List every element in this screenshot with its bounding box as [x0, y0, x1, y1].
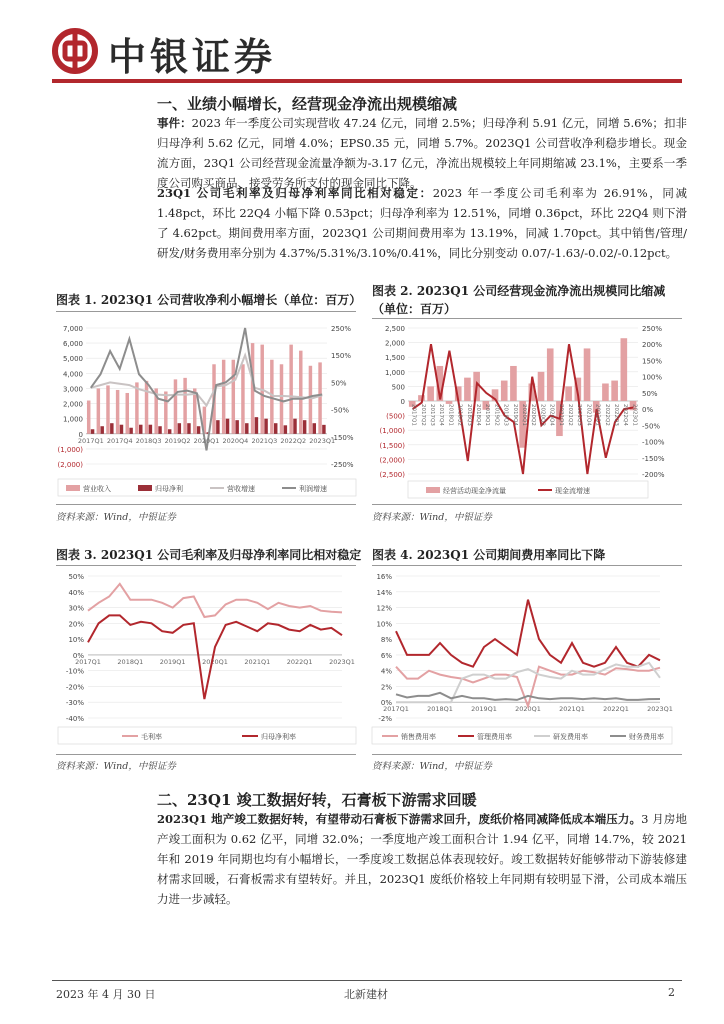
y-tick-label-left: (2,000)	[57, 461, 83, 469]
bar-营业收入	[106, 385, 109, 433]
bar-归母净利	[235, 420, 238, 434]
bar-归母净利	[255, 417, 258, 434]
x-tick-label: 2017Q1	[410, 404, 417, 426]
fig2-chart	[368, 322, 684, 500]
y-tick-label-left: 0	[78, 430, 83, 439]
x-tick-label: 2021Q2	[567, 404, 573, 426]
bar-归母净利	[274, 423, 277, 434]
bar-归母净利	[197, 426, 200, 434]
x-tick-label: 2019Q1	[484, 404, 491, 426]
y-tick-label-right: 150%	[642, 357, 663, 366]
x-tick-label: 2018Q1	[427, 705, 453, 714]
bar-归母净利	[158, 426, 161, 434]
x-tick-label: 2018Q1	[447, 404, 454, 426]
legend-label: 财务费用率	[629, 733, 664, 741]
y-tick-label: 50%	[68, 573, 84, 581]
s2-lead: 2023Q1 地产竣工数据好转，有望带动石膏板下游需求回升，废纸价格同减降低成本端压力。	[157, 812, 642, 826]
bar-归母净利	[264, 419, 267, 434]
y-tick-label-right: 0%	[642, 406, 654, 415]
x-tick-label: 2022Q4	[622, 404, 629, 426]
y-tick-label-left: 5,000	[62, 355, 83, 364]
bar-营业收入	[126, 393, 129, 434]
x-tick-label: 2021Q1	[559, 705, 585, 714]
bar-经营活动现金净流量	[621, 338, 628, 401]
legend-swatch	[426, 487, 440, 493]
y-tick-label-right: -50%	[331, 406, 350, 415]
x-tick-label: 2018Q3	[135, 436, 162, 445]
p1-lead: 事件：	[157, 116, 192, 130]
y-tick-label-right: 250%	[331, 325, 352, 333]
y-tick-label-left: 3,000	[62, 385, 83, 394]
x-tick-label: 2017Q1	[77, 436, 104, 445]
footer-rule	[52, 980, 682, 981]
bar-经营活动现金净流量	[427, 386, 434, 401]
bar-营业收入	[299, 351, 302, 434]
x-tick-label: 2021Q1	[557, 404, 564, 426]
fig3-chart	[52, 568, 362, 750]
y-tick-label-left: 6,000	[62, 340, 83, 349]
legend-label: 归母净利	[155, 485, 183, 493]
y-tick-label: 4%	[380, 667, 392, 676]
section1-title: 一、业绩小幅增长，经营现金净流出规模缩减	[157, 95, 458, 113]
x-tick-label: 2020Q4	[548, 404, 555, 426]
x-tick-label: 2019Q1	[471, 705, 497, 714]
y-tick-label: 20%	[68, 620, 84, 629]
fig4-source: 资料来源：Wind，中银证券	[372, 761, 492, 772]
legend-label: 现金流增速	[555, 487, 590, 495]
y-tick-label: 12%	[376, 604, 392, 613]
y-tick-label-left: 1,500	[384, 354, 405, 363]
legend-label: 管理费用率	[477, 733, 512, 741]
y-tick-label: 30%	[68, 604, 84, 613]
fig2-title: 图表 2. 2023Q1 公司经营现金流净流出规模同比缩减	[372, 284, 666, 298]
fig1-chart	[52, 318, 362, 500]
footer-date: 2023 年 4 月 30 日	[56, 988, 156, 1001]
x-tick-label: 2023Q1	[309, 436, 336, 445]
bar-营业收入	[135, 382, 138, 433]
fig4-chart	[368, 568, 684, 750]
bar-营业收入	[87, 401, 90, 434]
line-毛利率	[88, 584, 342, 617]
x-tick-label: 2018Q1	[117, 657, 144, 666]
bar-营业收入	[309, 366, 312, 434]
x-tick-label: 2018Q4	[475, 404, 481, 426]
bar-经营活动现金净流量	[464, 378, 471, 401]
x-tick-label: 2023Q1	[647, 705, 673, 714]
p2-body: 2023 年一季度公司毛利率为 26.91%，同减 1.48pct，环比 22Q4 小幅下降 0.53pct；归母净利率为 12.51%，同增 0.36pct，环比 22Q4 则下滑了 4.62pct。期间费用率方面，2023Q1 公司期间费用率为 13.19%，同减 1.70pct。其中销售/管理/研发/财务费用率分别为 4.37%/5.31%/3.10%/0.41%，同比分别变动 0.07/-1.63/-0.02/-0.12pct。	[157, 186, 687, 260]
bar-归母净利	[100, 426, 103, 434]
x-tick-label: 2022Q1	[603, 705, 629, 714]
x-tick-label: 2019Q4	[511, 404, 518, 426]
x-tick-label: 2020Q1	[193, 436, 220, 445]
y-tick-label-left: (1,000)	[57, 445, 83, 454]
bar-经营活动现金净流量	[547, 348, 554, 401]
y-tick-label-left: 0	[400, 398, 405, 406]
x-tick-label: 2023Q1	[329, 657, 355, 666]
x-tick-label: 2019Q3	[502, 404, 509, 426]
x-tick-label: 2017Q1	[75, 657, 101, 666]
fig3-rule	[56, 565, 356, 566]
bar-归母净利	[313, 423, 316, 434]
legend-label: 经营活动现金净流量	[443, 487, 506, 495]
y-tick-label: 40%	[68, 588, 84, 597]
bar-归母净利	[110, 423, 113, 434]
bar-经营活动现金净流量	[602, 383, 609, 401]
y-tick-label: 0%	[380, 699, 392, 708]
bar-归母净利	[216, 420, 219, 434]
bar-经营活动现金净流量	[584, 348, 591, 401]
y-tick-label-right: 250%	[642, 325, 663, 333]
y-tick-label: 8%	[380, 636, 392, 645]
bank-of-china-logo-icon	[52, 28, 98, 74]
bar-营业收入	[289, 345, 292, 434]
x-tick-label: 2019Q2	[493, 404, 500, 426]
y-tick-label: 14%	[376, 588, 392, 597]
x-tick-label: 2022Q2	[603, 404, 610, 426]
footer-company: 北新建材	[344, 988, 388, 1001]
y-tick-label: -2%	[378, 715, 392, 723]
y-tick-label-left: (1,500)	[379, 441, 405, 450]
fig1-source: 资料来源：Wind，中银证券	[56, 512, 176, 523]
x-tick-label: 2017Q3	[429, 404, 435, 426]
fig2-unit: （单位：百万）	[372, 302, 457, 316]
x-tick-label: 2021Q1	[244, 657, 271, 666]
y-tick-label: 16%	[376, 573, 392, 581]
x-tick-label: 2019Q1	[159, 657, 186, 666]
y-tick-label-left: 7,000	[62, 325, 83, 333]
bar-营业收入	[318, 362, 321, 433]
footer-page-number: 2	[668, 986, 675, 999]
fig2-rule	[372, 318, 682, 319]
bar-经营活动现金净流量	[611, 381, 618, 401]
legend-label: 毛利率	[141, 733, 162, 741]
x-tick-label: 2020Q3	[539, 404, 546, 426]
y-tick-label-left: 500	[391, 383, 405, 392]
y-tick-label-left: (500)	[386, 412, 405, 421]
bar-归母净利	[187, 423, 190, 434]
y-tick-label-left: (2,000)	[379, 456, 405, 465]
y-tick-label-right: 150%	[331, 352, 352, 361]
bar-营业收入	[183, 378, 186, 434]
y-tick-label: -30%	[65, 699, 84, 708]
x-tick-label: 2021Q3	[251, 436, 278, 445]
fig3-title: 图表 3. 2023Q1 公司毛利率及归母净利率同比相对稳定	[56, 548, 362, 562]
y-tick-label-right: 200%	[642, 341, 663, 350]
fig4-title: 图表 4. 2023Q1 公司期间费用率同比下降	[372, 548, 606, 562]
x-tick-label: 2017Q1	[383, 705, 409, 714]
y-tick-label-left: (1,000)	[379, 427, 405, 436]
bar-归母净利	[139, 425, 142, 434]
legend-label: 销售费用率	[401, 733, 436, 741]
bar-归母净利	[129, 428, 132, 434]
x-tick-label: 2023Q1	[631, 404, 638, 426]
section2-paragraph	[157, 809, 687, 909]
y-tick-label-left: 4,000	[62, 370, 83, 379]
bar-归母净利	[303, 420, 306, 434]
bar-归母净利	[322, 425, 325, 434]
y-tick-label: -20%	[65, 683, 84, 692]
p2-lead: 23Q1 公司毛利率及归母净利率同比相对稳定：	[157, 186, 433, 200]
legend-box	[58, 727, 356, 744]
bar-归母净利	[120, 425, 123, 434]
y-tick-label: 10%	[68, 636, 84, 645]
bar-营业收入	[241, 364, 244, 434]
x-tick-label: 2022Q1	[286, 657, 313, 666]
y-tick-label-left: 2,000	[384, 339, 405, 348]
y-tick-label-right: 100%	[642, 373, 663, 382]
x-tick-label: 2018Q2	[456, 404, 463, 426]
bar-营业收入	[116, 390, 119, 434]
bar-营业收入	[222, 360, 225, 434]
y-tick-label: 10%	[376, 620, 392, 629]
bar-归母净利	[91, 429, 94, 434]
line-营收增速	[91, 355, 322, 405]
legend-swatch	[66, 485, 80, 491]
x-tick-label: 2019Q2	[164, 436, 191, 445]
x-tick-label: 2017Q4	[106, 436, 133, 445]
bar-营业收入	[280, 364, 283, 434]
y-tick-label-left: 1,000	[384, 368, 405, 377]
fig1-title: 图表 1. 2023Q1 公司营收净利小幅增长（单位：百万）	[56, 293, 362, 307]
y-tick-label-right: -50%	[642, 422, 661, 431]
legend-label: 利润增速	[299, 485, 327, 493]
y-tick-label-right: -150%	[642, 454, 665, 463]
y-tick-label: 2%	[380, 683, 392, 692]
x-tick-label: 2022Q3	[613, 404, 619, 426]
bar-经营活动现金净流量	[565, 386, 572, 401]
x-tick-label: 2022Q2	[280, 436, 307, 445]
fig2-source: 资料来源：Wind，中银证券	[372, 512, 492, 523]
y-tick-label: 0%	[72, 651, 84, 660]
fig1-bottom-rule	[56, 504, 356, 505]
line-财务费用率	[396, 693, 660, 700]
legend-label: 营业收入	[83, 485, 111, 493]
bar-归母净利	[178, 423, 181, 434]
fig4-bottom-rule	[372, 754, 682, 755]
x-tick-label: 2020Q1	[521, 404, 527, 426]
line-管理费用率	[396, 600, 660, 667]
y-tick-label: -40%	[65, 715, 84, 723]
x-tick-label: 2021Q3	[576, 404, 583, 426]
y-tick-label-right: -200%	[642, 471, 665, 479]
s2-body: 3 月房地产竣工面积为 0.62 亿平，同增 32.0%；一季度地产竣工面积合计 1.94 亿平，同增 14.7%，较 2021 年和 2019 年同期也均有小幅增长，一季度竣工数据总体表现较好。竣工数据转好能够带动下游装修建材需求回暖，石膏板需求有望转好。并且，2023Q1 废纸价格较上年同期有较明显下滑，公司成本端压力进一步减轻。	[157, 812, 687, 906]
bar-归母净利	[149, 425, 152, 434]
bar-归母净利	[245, 423, 248, 434]
x-tick-label: 2020Q1	[515, 705, 541, 714]
fig3-source: 资料来源：Wind，中银证券	[56, 761, 176, 772]
x-tick-label: 2017Q4	[438, 404, 445, 426]
p1-body: 2023 年一季度公司实现营收 47.24 亿元，同增 2.5%；归母净利 5.91 亿元，同增 5.6%；扣非归母净利 5.62 亿元，同增 4.0%；EPS0.35 元，同增 5.7%。2023Q1 公司营收净利稳步增长。现金流方面，23Q1 公司经营现金流量净额为-3.17 亿元，净流出规模较上年同期缩减 23.1%，主要系一季度公司购买商品、接受劳务所支付的现金同比下降。	[157, 116, 688, 190]
fig3-bottom-rule	[56, 754, 356, 755]
bar-营业收入	[164, 391, 167, 433]
y-tick-label: -10%	[65, 667, 84, 676]
bar-营业收入	[145, 381, 148, 434]
x-tick-label: 2017Q2	[419, 404, 426, 426]
x-tick-label: 2018Q3	[465, 404, 472, 426]
y-tick-label-left: 1,000	[62, 415, 83, 424]
y-tick-label-right: -250%	[331, 461, 354, 469]
y-tick-label: 6%	[380, 651, 392, 660]
fig2-bottom-rule	[372, 504, 682, 505]
legend-label: 营收增速	[227, 485, 255, 493]
y-tick-label-right: -100%	[642, 438, 665, 447]
brand-name: 中银证券	[108, 35, 277, 79]
section1-paragraph-2	[157, 183, 687, 263]
bar-营业收入	[193, 388, 196, 433]
y-tick-label-right: 50%	[331, 379, 347, 388]
x-tick-label: 2020Q4	[222, 436, 249, 445]
fig4-rule	[372, 565, 682, 566]
line-利润增速	[91, 328, 322, 450]
x-tick-label: 2021Q4	[585, 404, 592, 426]
bar-营业收入	[232, 360, 235, 434]
x-tick-label: 2022Q1	[594, 404, 601, 426]
logo	[52, 28, 98, 74]
fig1-rule	[56, 311, 356, 312]
bar-经营活动现金净流量	[538, 372, 545, 401]
section1-paragraph-1	[157, 113, 687, 193]
bar-经营活动现金净流量	[501, 381, 508, 401]
bar-营业收入	[174, 379, 177, 433]
bar-归母净利	[284, 425, 287, 433]
section2-title: 二、23Q1 竣工数据好转，石膏板下游需求回暖	[157, 791, 477, 809]
x-tick-label: 2020Q2	[530, 404, 537, 426]
y-tick-label-right: -150%	[331, 433, 354, 442]
y-tick-label-left: 2,000	[62, 400, 83, 409]
legend-label: 研发费用率	[553, 733, 588, 741]
legend-swatch	[138, 485, 152, 491]
bar-归母净利	[168, 429, 171, 434]
bar-经营活动现金净流量	[510, 366, 517, 401]
y-tick-label-left: 2,500	[384, 325, 405, 333]
bar-归母净利	[226, 419, 229, 434]
x-tick-label: 2020Q1	[202, 657, 228, 666]
y-tick-label-left: (2,500)	[379, 471, 405, 479]
bar-归母净利	[293, 419, 296, 434]
y-tick-label-right: 50%	[642, 389, 658, 398]
header-rule	[52, 79, 682, 83]
legend-label: 归母净利率	[261, 733, 296, 741]
bar-营业收入	[97, 388, 100, 433]
